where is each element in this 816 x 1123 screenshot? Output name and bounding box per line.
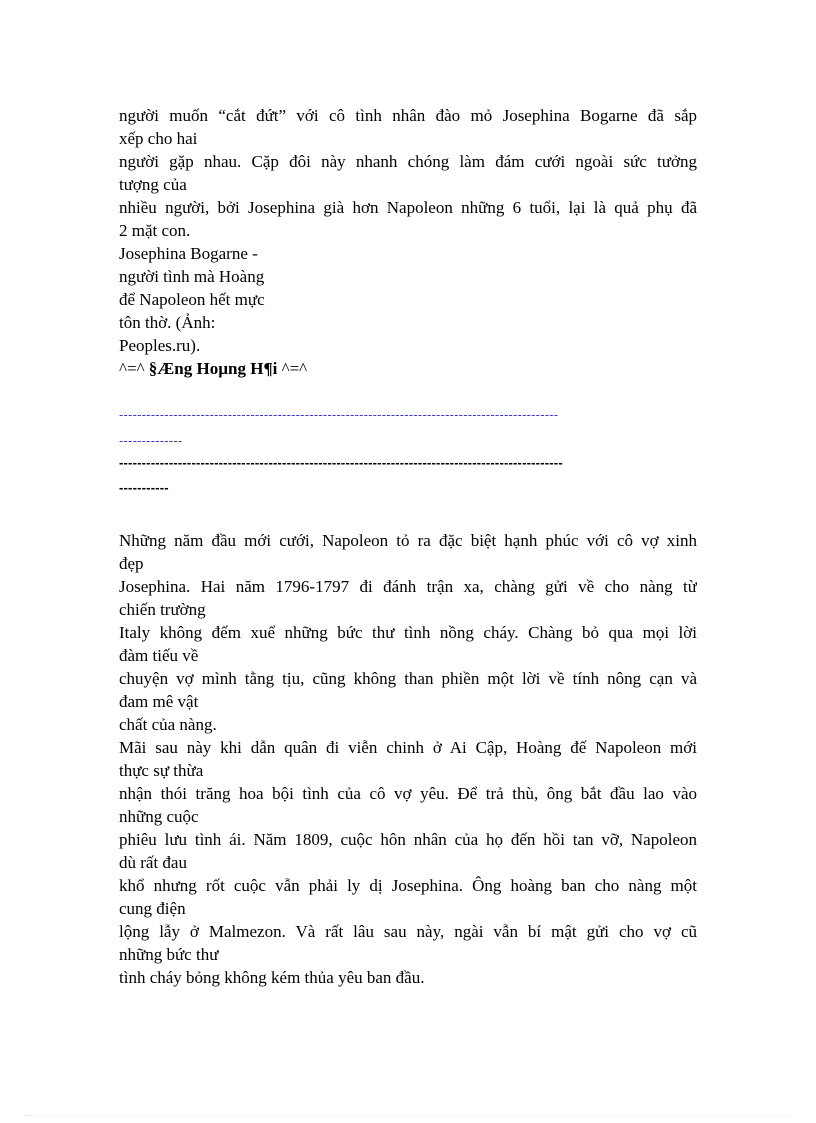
text-line: dù rất đau bbox=[119, 853, 187, 872]
text-line: lộng lẫy ở Malmezon. Và rất lâu sau này, ngài vẫn bí mật gửi cho vợ cũ bbox=[119, 922, 697, 941]
text-line: đam mê vật bbox=[119, 692, 199, 711]
story-paragraph bbox=[119, 529, 697, 989]
text-line: tượng của bbox=[119, 175, 187, 194]
text-line: khổ nhưng rốt cuộc vẫn phải ly dị Josephina. Ông hoàng ban cho nàng một bbox=[119, 876, 697, 895]
signature-name: §Æng Hoµng H¶i bbox=[148, 359, 278, 378]
signature-suffix: ^=^ bbox=[277, 359, 308, 378]
text-line: chiến trường bbox=[119, 600, 206, 619]
text-line: người gặp nhau. Cặp đôi này nhanh chóng làm đám cưới ngoài sức tưởng bbox=[119, 152, 697, 171]
text-line: Mãi sau này khi dẫn quân đi viễn chinh ở Ai Cập, Hoàng đế Napoleon mới bbox=[119, 738, 697, 757]
text-line: đàm tiếu về bbox=[119, 646, 199, 665]
caption-line: để Napoleon hết mực bbox=[119, 290, 265, 309]
caption-line: người tình mà Hoàng bbox=[119, 267, 265, 286]
dash-segment: ----------- bbox=[119, 433, 169, 448]
separator-blue bbox=[119, 402, 697, 453]
text-line: cung điện bbox=[119, 899, 186, 918]
separator-black bbox=[119, 450, 697, 500]
text-line: đẹp bbox=[119, 554, 144, 573]
text-line: nhận thói trăng hoa bội tình của cô vợ yêu. Để trả thù, ông bắt đầu lao vào bbox=[119, 784, 697, 803]
caption-line: Peoples.ru). bbox=[119, 336, 201, 355]
text-line: những cuộc bbox=[119, 807, 199, 826]
signature-line bbox=[119, 357, 697, 380]
text-line: người muốn “cắt đứt” với cô tình nhân đào mỏ Josephina Bogarne đã sắp bbox=[119, 106, 697, 125]
text-line: tình cháy bỏng không kém thủa yêu ban đầu. bbox=[119, 968, 425, 987]
text-line: nhiều người, bởi Josephina già hơn Napoleon những 6 tuổi, lại là quả phụ đã bbox=[119, 198, 697, 217]
text-line: Josephina. Hai năm 1796-1797 đi đánh trận xa, chàng gửi về cho nàng từ bbox=[119, 577, 697, 596]
text-line: Những năm đầu mới cưới, Napoleon tỏ ra đặc biệt hạnh phúc với cô vợ xinh bbox=[119, 531, 697, 550]
image-caption bbox=[119, 242, 697, 357]
intro-paragraph bbox=[119, 104, 697, 380]
text-line: phiêu lưu tình ái. Năm 1809, cuộc hôn nhân của họ đến hồi tan vỡ, Napoleon bbox=[119, 830, 697, 849]
dash-line: -------------------------------------------------------------------------------------------------- bbox=[119, 455, 563, 470]
text-line: xếp cho hai bbox=[119, 129, 198, 148]
text-line: Italy không đếm xuể những bức thư tình nồng cháy. Chàng bỏ qua mọi lời bbox=[119, 623, 697, 642]
text-line: những bức thư bbox=[119, 945, 219, 964]
text-line: chuyện vợ mình tằng tịu, cũng không than phiền một lời về tính nông cạn và bbox=[119, 669, 697, 688]
dash-line: ----------- bbox=[119, 480, 169, 495]
text-line: 2 mặt con. bbox=[119, 221, 191, 240]
dash-segment: --- bbox=[168, 433, 183, 448]
caption-line: tôn thờ. (Ảnh: bbox=[119, 313, 216, 332]
page-bottom-divider bbox=[24, 1115, 792, 1116]
signature-prefix: ^=^ bbox=[119, 359, 149, 378]
text-line: thực sự thừa bbox=[119, 761, 204, 780]
text-line: chất của nàng. bbox=[119, 715, 217, 734]
dash-line: ------------------------------------------------------------------------------------------------- bbox=[119, 407, 559, 422]
caption-line: Josephina Bogarne - bbox=[119, 244, 258, 263]
